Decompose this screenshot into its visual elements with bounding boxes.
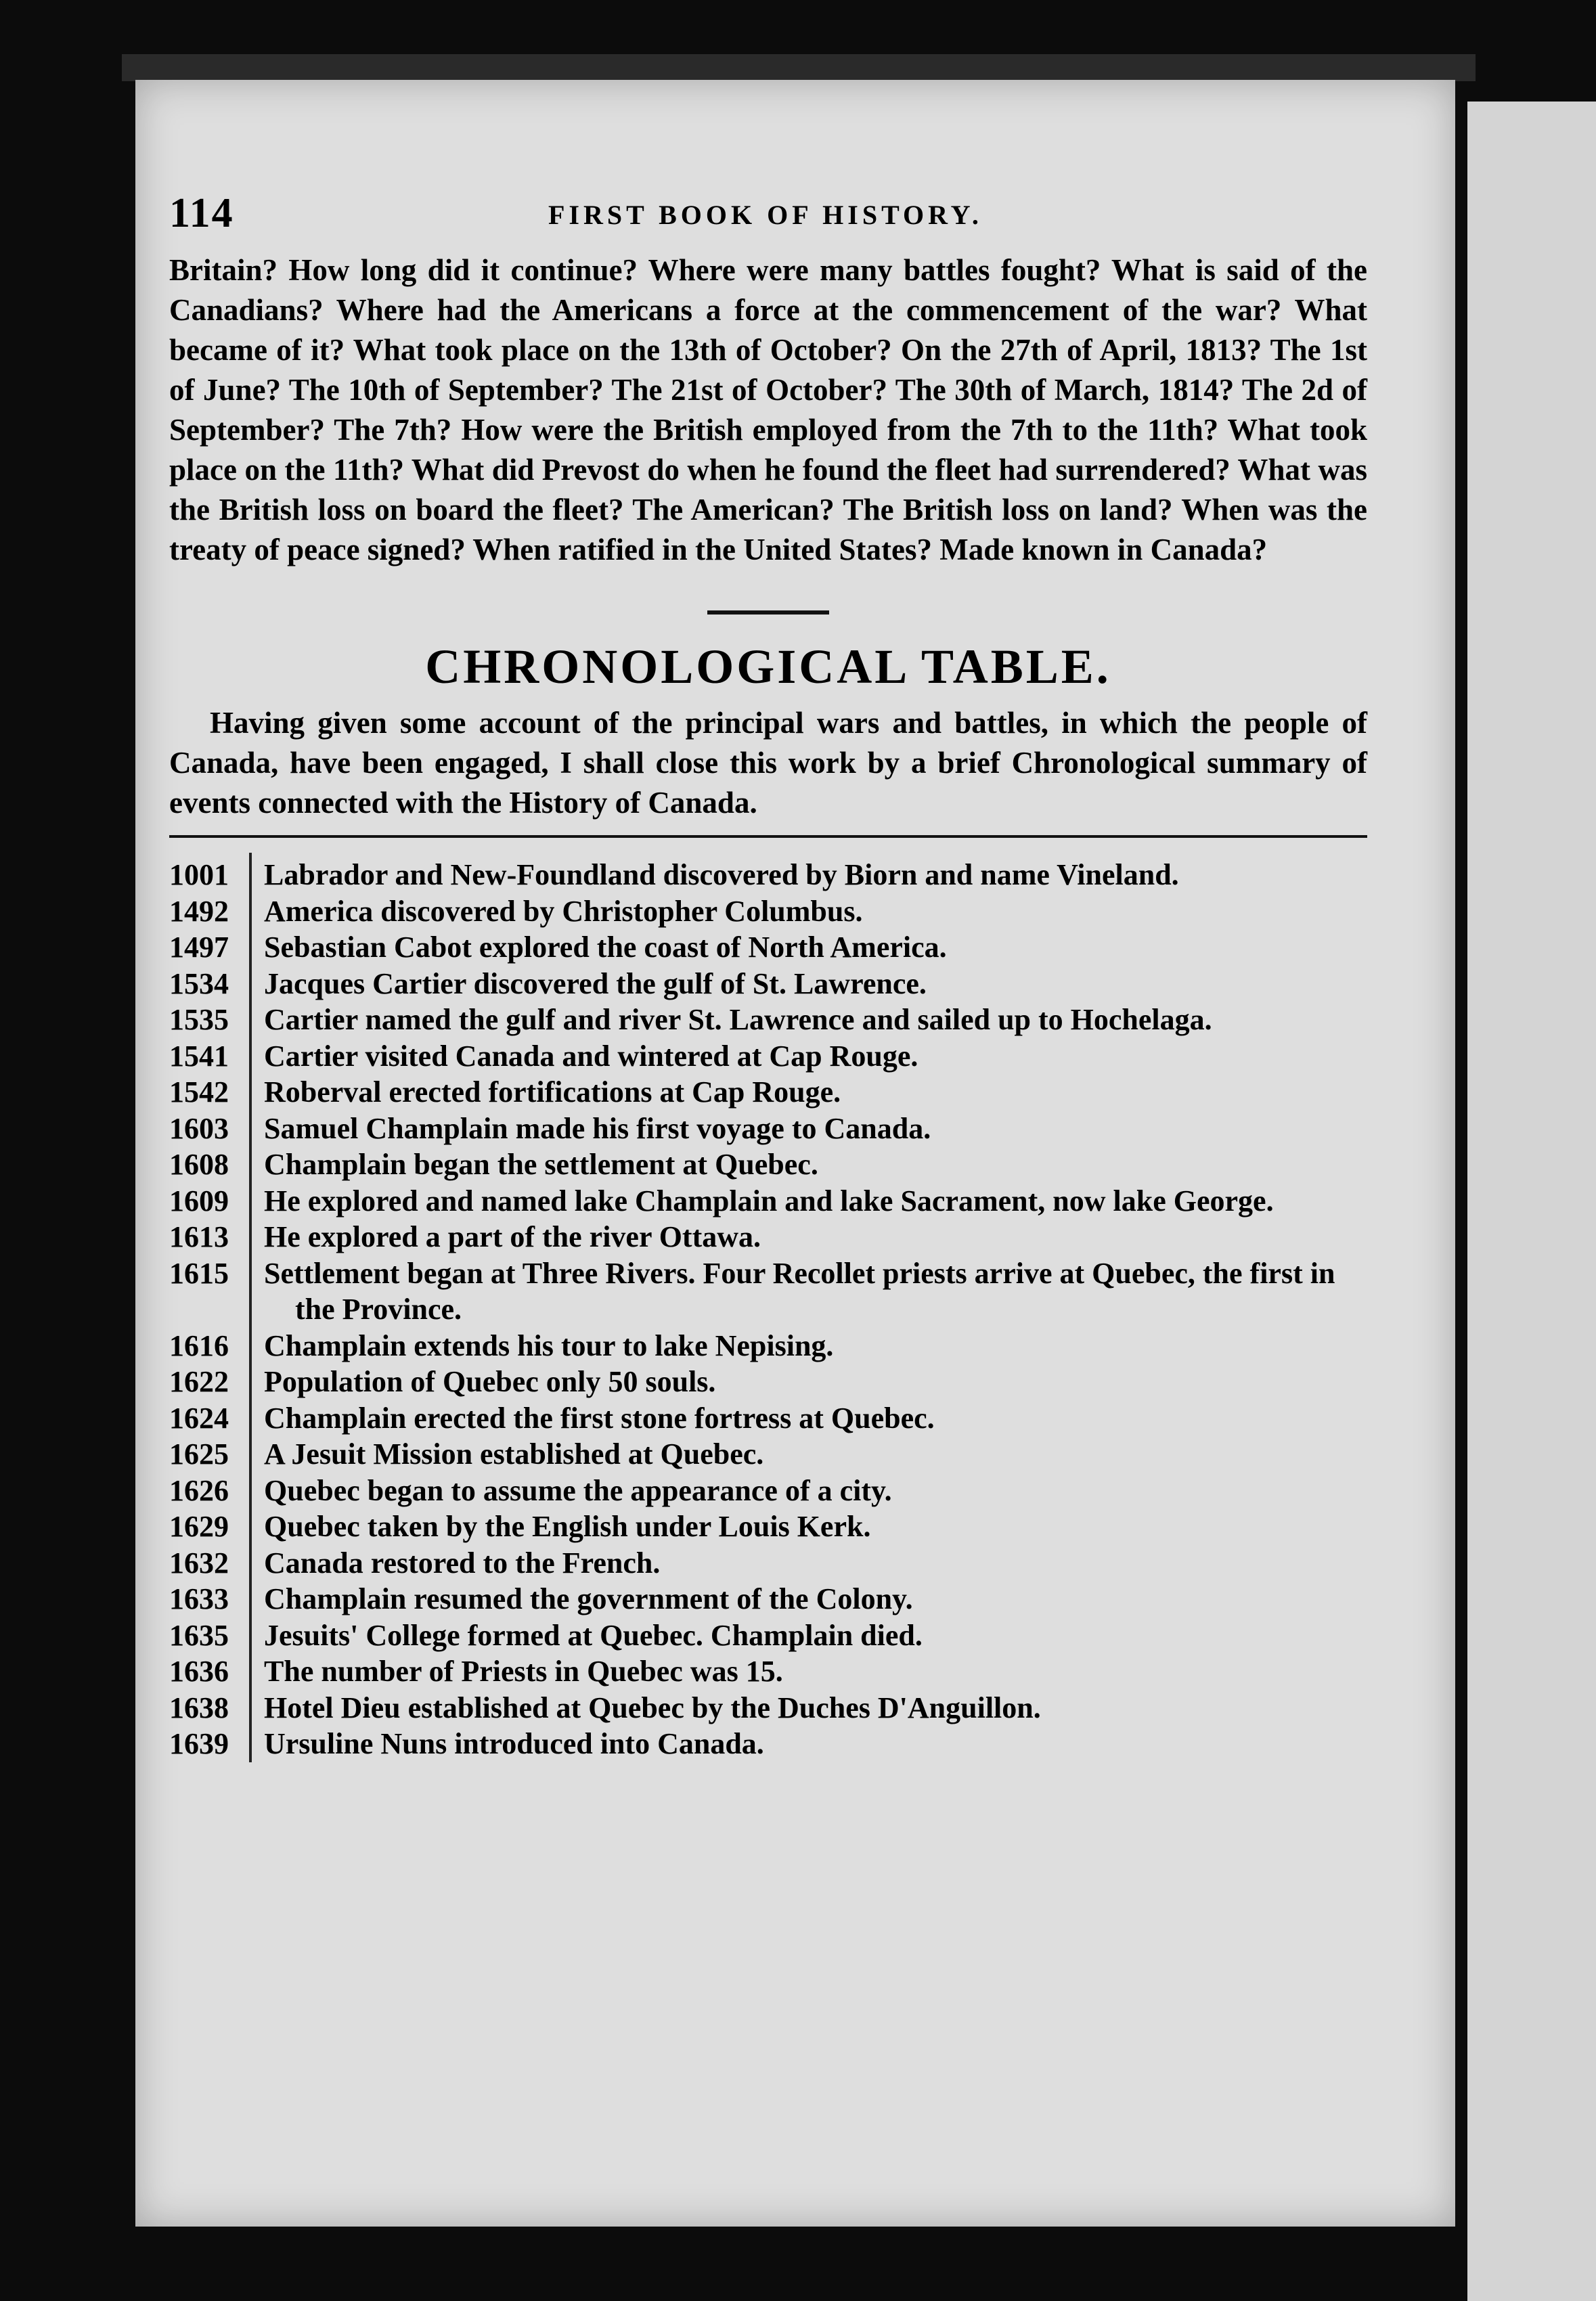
- entry-event-cell: [256, 1617, 1367, 1654]
- entry-event-cell: [256, 1581, 1367, 1617]
- entry-year: 1609: [169, 1184, 229, 1217]
- entry-event-cell: [256, 1002, 1367, 1038]
- scan-edge: [122, 54, 1476, 81]
- entry-event: America discovered by Christopher Columbus.: [264, 894, 863, 928]
- page-number: 114: [169, 190, 234, 236]
- table-row: [169, 1509, 1367, 1545]
- entry-year: 1615: [169, 1256, 229, 1290]
- entry-year: 1535: [169, 1003, 229, 1036]
- table-row: [169, 1183, 1367, 1220]
- table-row: [169, 1617, 1367, 1654]
- table-row: [169, 1726, 1367, 1762]
- entry-event-cell: [256, 966, 1367, 1002]
- entry-year: 1635: [169, 1618, 229, 1652]
- entry-year: 1624: [169, 1401, 229, 1435]
- entry-event: Champlain extends his tour to lake Nepising.: [264, 1328, 834, 1362]
- entry-event-cell: [256, 1509, 1367, 1545]
- facing-page-edge: [1467, 102, 1596, 2301]
- table-row: [169, 857, 1367, 893]
- entry-event-cell: [256, 1473, 1367, 1509]
- entry-year: 1638: [169, 1691, 229, 1724]
- table-row: [169, 1581, 1367, 1617]
- table-row: [169, 1111, 1367, 1147]
- entry-event: He explored and named lake Champlain and lake Sacrament, now lake George.: [264, 1184, 1274, 1217]
- entry-event-cell: [256, 1074, 1367, 1111]
- entry-event-cell: [256, 929, 1367, 966]
- entry-year: 1613: [169, 1220, 229, 1253]
- entry-year: 1629: [169, 1510, 229, 1543]
- entry-event: Champlain erected the first stone fortress at Quebec.: [264, 1401, 935, 1435]
- table-row: [169, 1400, 1367, 1437]
- entry-year: 1001: [169, 858, 229, 891]
- table-row: [169, 1690, 1367, 1726]
- entry-event-cell: [256, 1545, 1367, 1582]
- review-questions: Britain? How long did it continue? Where were many battles fought? What is said of the Canadians? Where had the Americans a force at the commencement of the war? What became of it? What took place on the 13th of October? On the 27th of April, 1813? The 1st of June? The 10th of September? The 21st of October? The 30th of March, 1814? The 2d of September? The 7th? How were the British employed from the 7th to the 11th? What took place on the 11th? What did Prevost do when he found the fleet had surrendered? What was the British loss on board the fleet? The American? The British loss on land? When was the treaty of peace signed? When ratified in the United States? Made known in Canada?: [169, 253, 1367, 566]
- table-row: [169, 1074, 1367, 1111]
- entry-year: 1632: [169, 1546, 229, 1580]
- entry-event: Champlain began the settlement at Quebec.: [264, 1148, 818, 1181]
- entry-event-cell: [256, 1219, 1367, 1255]
- entry-event-cell: [256, 1111, 1367, 1147]
- entry-year: 1625: [169, 1437, 229, 1471]
- running-title: FIRST BOOK OF HISTORY.: [548, 200, 983, 230]
- table-row: [169, 1473, 1367, 1509]
- table-row: [169, 966, 1367, 1002]
- table-row: [169, 1653, 1367, 1690]
- entry-event: Jacques Cartier discovered the gulf of St. Lawrence.: [264, 966, 927, 1000]
- section-divider: [707, 610, 829, 615]
- entry-event: He explored a part of the river Ottawa.: [264, 1220, 761, 1253]
- table-row: [169, 1364, 1367, 1400]
- entry-event-cell: [256, 1146, 1367, 1183]
- entry-year: 1636: [169, 1655, 229, 1688]
- entry-year: 1542: [169, 1075, 229, 1109]
- entry-event-cell: [256, 857, 1367, 893]
- section-intro: Having given some account of the principal wars and battles, in which the people of Canada, have been engaged, I shall close this work by a brief Chronological summary of events connected with the History of Canada.: [169, 706, 1367, 820]
- table-row: [169, 1219, 1367, 1255]
- table-row: [169, 1002, 1367, 1038]
- entry-year: 1541: [169, 1039, 229, 1073]
- table-row: [169, 1146, 1367, 1183]
- entry-year: 1492: [169, 894, 229, 928]
- entry-event-cell: [256, 893, 1367, 930]
- entry-year: 1633: [169, 1582, 229, 1615]
- entry-event: Champlain resumed the government of the Colony.: [264, 1582, 913, 1615]
- entry-year: 1603: [169, 1111, 229, 1145]
- entry-event-cell: [256, 1364, 1367, 1400]
- entry-event-cell: [256, 1653, 1367, 1690]
- running-head: [169, 189, 1367, 250]
- table-top-rule: [169, 835, 1367, 838]
- entry-event: Samuel Champlain made his first voyage to Canada.: [264, 1111, 931, 1145]
- entry-event: Cartier named the gulf and river St. Lawrence and sailed up to Hochelaga.: [264, 1003, 1212, 1036]
- entry-event: Quebec began to assume the appearance of a city.: [264, 1473, 892, 1507]
- entry-year: 1622: [169, 1365, 229, 1398]
- entry-event: The number of Priests in Quebec was 15.: [264, 1655, 783, 1688]
- table-row: [169, 1545, 1367, 1582]
- entry-year: 1608: [169, 1148, 229, 1181]
- table-row: [169, 1436, 1367, 1473]
- entry-event-cell: [256, 1255, 1367, 1328]
- chronological-table: [169, 857, 1367, 1762]
- entry-event-cell: [256, 1726, 1367, 1762]
- entry-event: Labrador and New-Foundland discovered by Biorn and name Vineland.: [264, 858, 1179, 891]
- entry-event-cell: [256, 1038, 1367, 1075]
- entry-event: Roberval erected fortifications at Cap Rouge.: [264, 1075, 841, 1109]
- entry-event: Ursuline Nuns introduced into Canada.: [264, 1727, 764, 1760]
- entry-event-cell: [256, 1436, 1367, 1473]
- entry-event: Jesuits' College formed at Quebec. Champlain died.: [264, 1618, 923, 1652]
- entry-event: A Jesuit Mission established at Quebec.: [264, 1437, 764, 1471]
- entry-event-cell: [256, 1400, 1367, 1437]
- entry-year: 1497: [169, 931, 229, 964]
- entry-year: 1616: [169, 1328, 229, 1362]
- entry-event: Canada restored to the French.: [264, 1546, 661, 1580]
- table-row: [169, 929, 1367, 966]
- entry-year: 1639: [169, 1727, 229, 1760]
- entry-event: Settlement began at Three Rivers. Four Recollet priests arrive at Quebec, the first in the Province.: [264, 1256, 1335, 1326]
- entry-event: Sebastian Cabot explored the coast of North America.: [264, 931, 947, 964]
- entry-event: Cartier visited Canada and wintered at Cap Rouge.: [264, 1039, 918, 1073]
- entry-event-cell: [256, 1690, 1367, 1726]
- entry-event: Population of Quebec only 50 souls.: [264, 1365, 716, 1398]
- table-row: [169, 1038, 1367, 1075]
- entry-event: Hotel Dieu established at Quebec by the Duches D'Anguillon.: [264, 1691, 1041, 1724]
- entry-event: Quebec taken by the English under Louis Kerk.: [264, 1510, 871, 1543]
- entry-year: 1534: [169, 966, 229, 1000]
- entry-event-cell: [256, 1328, 1367, 1364]
- table-row: [169, 1328, 1367, 1364]
- entry-year: 1626: [169, 1473, 229, 1507]
- entry-event-cell: [256, 1183, 1367, 1220]
- page-content: [169, 189, 1367, 1762]
- section-title: CHRONOLOGICAL TABLE.: [425, 640, 1111, 694]
- table-row: [169, 1255, 1367, 1328]
- table-row: [169, 893, 1367, 930]
